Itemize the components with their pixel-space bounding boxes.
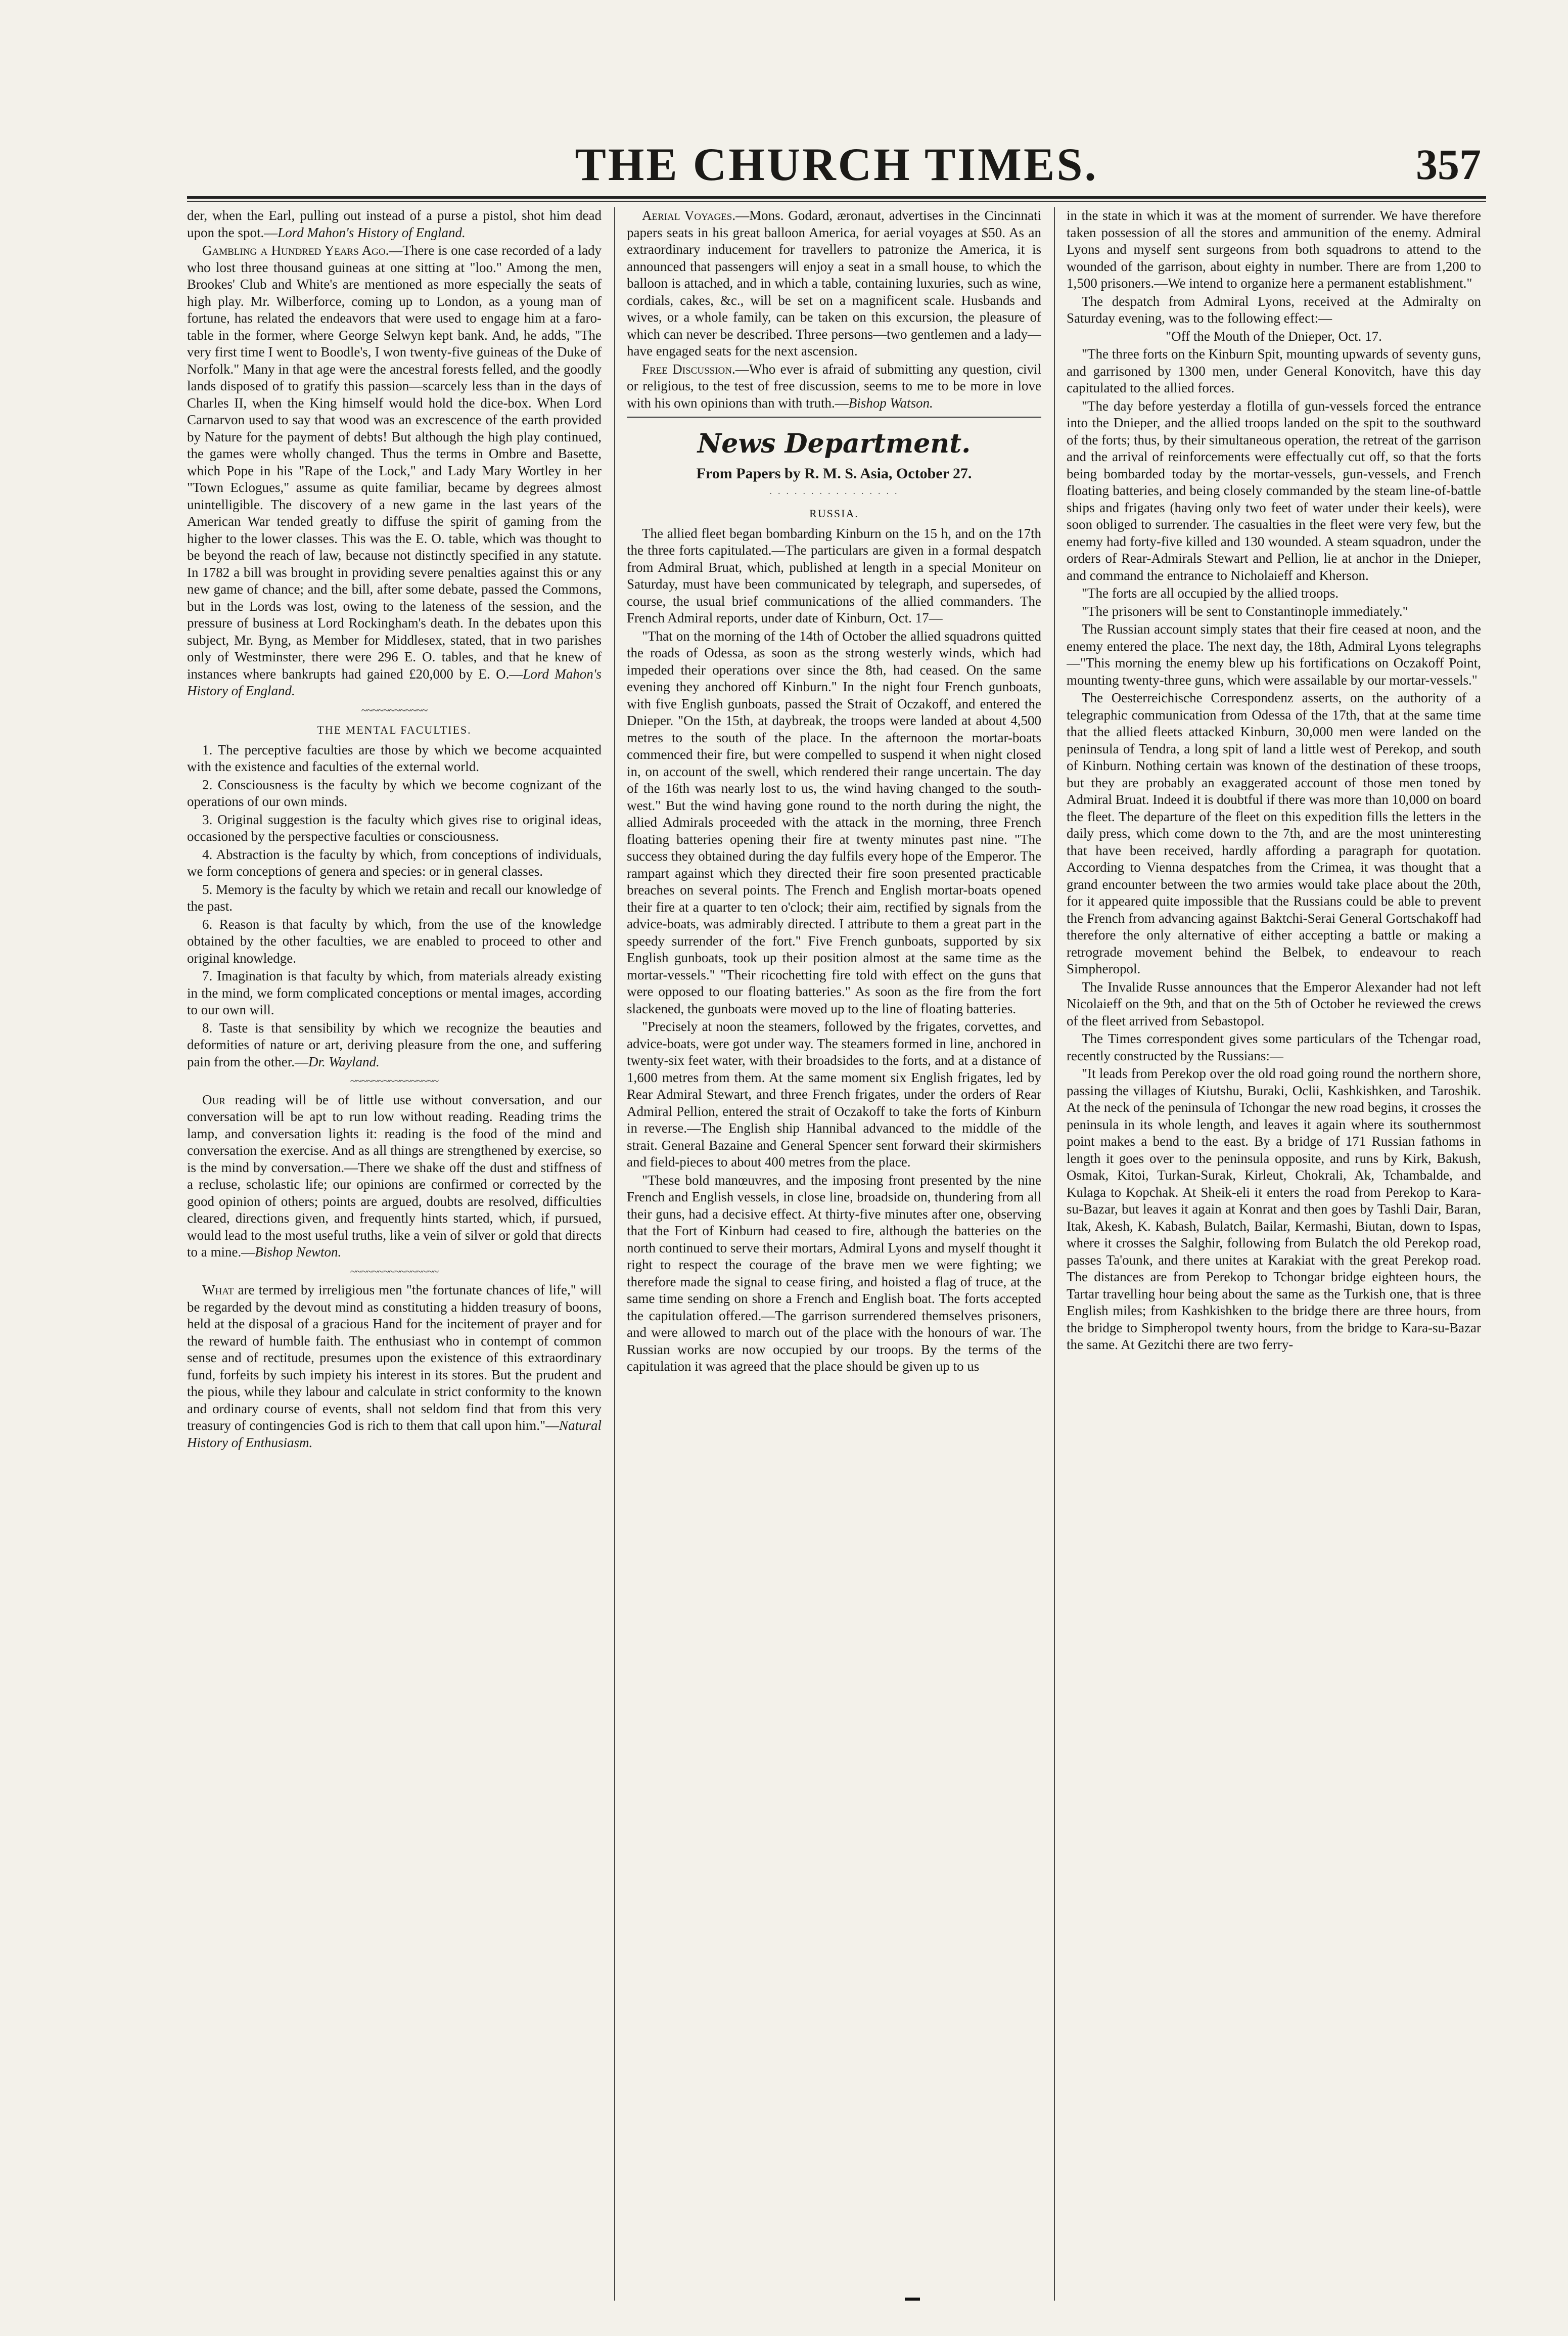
page-number: 357 (1416, 140, 1481, 189)
section-rule (627, 417, 1041, 418)
news-paragraph: The Times correspondent gives some particulars of the Tchengar road, recently constructed by the Russians:— (1067, 1031, 1481, 1063)
news-paragraph: "The three forts on the Kinburn Spit, mounting upwards of seventy guns, and garrisoned by 1300 men, under General Konovitch, have this day capitulated to the allied forces. (1067, 346, 1481, 395)
article-gambling: Gambling a Hundred Years Ago.—There is one case recorded of a lady who lost three thousand guineas at one sitting at "loo." Among the men, Brookes' Club and White's are mentioned as more especially the seats of high play. Mr. Wilberforce, coming up to London, as a young man of fortune, has related the endeavors that were used to engage him at a faro-table in the former, where George Selwyn kept bank. And, he adds, "The very first time I went to Boodle's, I won twenty-five guineas of the Duke of Norfolk." Many in that age were the ancestral forests felled, and the goodly lands disposed of to gratify this passion—scarcely less than in the days of Charles II, when the King himself would hold the dice-box. When Lord Carnarvon used to say that wood was an excrescence of the earth provided by Nature for the payment of debts! But although the high play continued, the games were wholly changed. Thus the terms in Ombre and Basette, which Pope in his "Rape of the Lock," and Lady Mary Wortley in her "Town Eclogues," assume as quite familiar, became by degrees almost unintelligible. The discovery of a new game in the last years of the American War tended greatly to diffuse the spirit of gaming from the higher to the lower classes. This was the E. O. table, which was thought to be beyond the reach of law, because not distinctly specified in any statute. In 1782 a bill was brought in providing severe penalties against this or any new game of chance; and the bill, after some debate, passed the Commons, but in the Lords was lost, owing to the lateness of the session, and the pressure of business at Lord Rockingham's death. In the debates upon this subject, Mr. Byng, as Member for Middlesex, stated, that in two parishes only of Westminster, there were 296 E. O. tables, and that he knew of instances where bankrupts had gained £20,000 by E. O.—Lord Mahon's History of England. (187, 243, 602, 698)
list-item: 1. The perceptive faculties are those by which we become acquainted with the existence and faculties of the external world. (187, 742, 602, 774)
article-text: der, when the Earl, pulling out instead of a purse a pistol, shot him dead upon the spot.—Lord Mahon's History of England. (187, 208, 602, 240)
masthead-rule (187, 196, 1486, 199)
news-paragraph: The despatch from Admiral Lyons, received at the Admiralty on Saturday evening, was to the following effect:— (1067, 293, 1481, 326)
masthead-rule-thin (187, 201, 1486, 202)
list-item: 3. Original suggestion is the faculty which gives rise to original ideas, occasioned by the perspective faculties or consciousness. (187, 812, 602, 844)
news-paragraph: "The day before yesterday a flotilla of gun-vessels forced the entrance into the Dnieper, and the allied troops landed on the spit to the southward of the forts; thus, by their simultaneous operation, the retreat of the garrison and the arrival of reinforcements were effectually cut off, so that the forts being bombarded today by the mortar-vessels, gun-vessels, and French floating batteries, and being closely commanded by the steam line-of-battle ships and frigates (having only two feet of water under their keels), were soon obliged to surrender. The casualties in the fleet were very few, but the enemy had forty-five killed and 130 wounded. A steam squadron, under the orders of Rear-Admirals Stewart and Pellion, lie at anchor in the Dnieper, and command the entrance to Nicholaieff and Kherson. (1067, 398, 1481, 583)
news-paragraph: "These bold manœuvres, and the imposing front presented by the nine French and English vessels, in close line, broadside on, thundering from all their guns, had a decisive effect. At thirty-five minutes after one, observing that the Fort of Kinburn had ceased to fire, although the batteries on the north continued to serve their mortars, Admiral Lyons and myself thought it right to respect the courage of the brave men we were fighting; we therefore made the signal to cease firing, and hoisted a flag of truce, at the same time sending on shore a French and English boat. The forts accepted the capitulation offered.—The garrison surrendered themselves prisoners, and were allowed to march out of the place with the honours of war. The Russian works are now occupied by our troops. By the terms of the capitulation it was agreed that the place should be given up to us (627, 1172, 1041, 1374)
article-reading: Our reading will be of little use without conversation, and our conversation will be apt to run low without reading. Reading trims the lamp, and conversation lights it: reading is the food of the mind and conversation the exercise. And as all things are strengthened by exercise, so is the mind by conversation.—There we shake off the dust and stiffness of a recluse, scholastic life; our opinions are confirmed or corrected by the good opinion of others; points are argued, doubts are resolved, difficulties cleared, directions given, and frequently hints started, which, if pursued, would lead to the most useful truths, like a vein of silver or gold that directs to a mine.—Bishop Newton. (187, 1092, 602, 1260)
column-1 (187, 207, 602, 2301)
news-paragraph: The Russian account simply states that their fire ceased at noon, and the enemy entered the place. The next day, the 18th, Admiral Lyons telegraphs—"This morning the enemy blew up his fortifications on Oczakoff Point, mounting twenty-three guns, which were assailable by our mortar-vessels." (1067, 621, 1481, 688)
separator: ~~~~~~~~~~~~~~~~ (350, 1074, 439, 1087)
news-paragraph: The Oesterreichische Correspondenz asserts, on the authority of a telegraphic communication from Odessa of the 17th, that at the same time that the allied fleets attacked Kinburn, 30,000 men were landed on the peninsula of Tendra, a long spit of land a little west of Perekop, and south of Kinburn. Nothing certain was known of the destination of these troops, but they are probably an exaggerated account of those men toned by Admiral Bruat. Indeed it is doubtful if there was more than 10,000 on board the fleet. The departure of the fleet on this expedition fills the letters in the daily press, which come down to the 7th, and are the most uninteresting that have been received, hardly affording a paragraph for quotation. According to Vienna despatches from the Crimea, it was thought that a grand encounter between the two armies would take place about the 20th, for it appeared quite impossible that the Russians could be able to prevent the French from advancing against Baktchi-Serai General Gortschakoff had therefore the only alternative of either accepting a battle or making a retrograde movement behind the Belbek, to endeavour to reach Simpheropol. (1067, 690, 1481, 976)
russia-heading: RUSSIA. (809, 507, 859, 520)
news-paragraph: The allied fleet began bombarding Kinburn on the 15 h, and on the 17th the three forts capitulated.—The particulars are given in a formal despatch from Admiral Bruat, which, published at length in a special Moniteur on Saturday, must have been communicated by telegraph, and supersedes, of course, the usual brief communications of the allied commanders. The French Admiral reports, under date of Kinburn, Oct. 17— (627, 525, 1041, 625)
section-heading: THE MENTAL FACULTIES. (317, 724, 472, 736)
list-item: 7. Imagination is that faculty by which, from materials already existing in the mind, we form complicated conceptions or mental images, according to our own will. (187, 968, 602, 1017)
news-paragraph: The Invalide Russe announces that the Emperor Alexander had not left Nicolaieff on the 9th, and that on the 5th of October he reviewed the crews of the fleet arrived from Sebastopol. (1067, 979, 1481, 1028)
list-item: 5. Memory is the faculty by which we retain and recall our knowledge of the past. (187, 881, 602, 914)
masthead (187, 137, 1486, 197)
newspaper-page (187, 137, 1486, 2311)
news-paragraph: "The prisoners will be sent to Constantinople immediately." (1082, 603, 1408, 619)
news-paragraph: in the state in which it was at the moment of surrender. We have therefore taken possession of all the stores and ammunition of the enemy. Admiral Lyons and myself sent surgeons from both squadrons to attend to the wounded of the garrison, about eighty in number. There are from 1,200 to 1,500 prisoners.—We intend to organize here a permanent establishment." (1067, 208, 1481, 291)
column-2 (627, 207, 1041, 2301)
separator: ~~~~~~~~~~~~ (361, 703, 428, 716)
column-3 (1067, 207, 1481, 2301)
separator: · · · · · · · · · · · · · · · · (769, 488, 899, 499)
separator: ~~~~~~~~~~~~~~~~ (350, 1265, 439, 1278)
news-paragraph: "It leads from Perekop over the old road going round the northern shore, passing the villages of Kiutshu, Buraki, Oclii, Kashkishken, and Taroshik. At the neck of the peninsula of Tchongar the new road begins, it crosses the peninsula in its whole length, and leaves it again where its southernmost point makes a bend to the east. By a bridge of 171 Russian fathoms in length it goes over to the peninsula opposite, and runs by Kirk, Bakush, Osmak, Kitoi, Turkan-Surak, Kirleut, Chokrali, Ak, Tchambalde, and Kulaga to Kopchak. At Sheik-eli it enters the road from Perekop to Kara-su-Bazar, but leaves it again at Konrat and then goes by Tashli Dair, Baran, Itak, Akesh, K. Kabash, Bulatch, Bailar, Kermashi, Biutan, down to Ispas, where it crosses the Salghir, following from Bulatch the old Perekop road, passes Ta'ounk, and there unites at Karakiat with the great Perekop road. The distances are from Perekop to Tchongar bridge eighteen hours, the Tartar travelling hour being about the same as the Turkish one, that is three English miles; from Kashkishken to the bridge there are three hours, from the bridge to Simpheropol twenty hours, from the bridge to Kara-su-Bazar the same. At Gezitchi there are two ferry- (1067, 1066, 1481, 1352)
news-paragraph: "That on the morning of the 14th of October the allied squadrons quitted the roads of Odessa, as soon as the strong westerly winds, which had impeded their operations over since the 8th, had ceased. On the same evening they anchored off Kinburn." In the night four French gunboats, with five English gunboats, passed the Strait of Oczakoff, and entered the Dnieper. "On the 15th, at daybreak, the troops were landed at about 4,500 metres to the south of the place. In the afternoon the mortar-boats commenced their fire, but were compelled to suspend it when night closed in, on account of the swell, which rendered their range uncertain. The day of the 16th was nearly lost to us, the wind having changed to the south-west." But the wind having gone round to the north during the night, the allied Admirals proceeded with the attack in the morning, three French floating batteries opening their fire at twenty minutes past nine. "The success they obtained during the day fulfils every hope of the Emperor. The rampart against which they directed their fire soon presented practicable breaches on several points. The French and English mortar-boats opened their fire at a quarter to ten o'clock; their aim, rectified by signals from the advice-boats, was admirably directed. I attribute to them a great part in the speedy surrender of the fort." Five French gunboats, supported by six English gunboats, took up their position almost at the same time as the mortar-vessels." "Their ricochetting fire told with effect on the guns that were opposed to our floating batteries." As soon as the fire from the fort slackened, the gunboats were moved up to the line of floating batteries. (627, 628, 1041, 1016)
list-item: 8. Taste is that sensibility by which we recognize the beauties and deformities of nature or art, deriving pleasure from the one, and suffering pain from the other.—Dr. Wayland. (187, 1020, 602, 1069)
list-item: 6. Reason is that faculty by which, from the use of the knowledge obtained by the other faculties, we are enabled to proceed to other and original knowledge. (187, 916, 602, 966)
news-paragraph: "Precisely at noon the steamers, followed by the frigates, corvettes, and advice-boats, were got under way. The steamers formed in line, anchored in twenty-six feet water, with their broadsides to the forts, and at a distance of 1,600 metres from them. At the same moment six English frigates, led by Rear Admiral Stewart, and three French frigates, under the orders of Rear Admiral Pellion, entered the strait of Oczakoff to take the forts of Kinburn in reverse.—The English ship Hannibal advanced to the middle of the strait. General Bazaine and General Spencer sent forward their skirmishers and field-pieces to about 400 metres from the place. (627, 1019, 1041, 1170)
news-source-line: From Papers by R. M. S. Asia, October 27. (696, 465, 972, 482)
column-divider (614, 207, 615, 2301)
list-item: 2. Consciousness is the faculty by which we become cognizant of the operations of our own minds. (187, 777, 602, 809)
article-aerial: Aerial Voyages.—Mons. Godard, æronaut, advertises in the Cincinnati papers seats in his great balloon America, for aerial voyages at $50. As an extraordinary inducement for travellers to patronize the America, it is announced that passengers will enjoy a seat in a small house, to which the balloon is attached, and in which a table, containing luxuries, such as wine, cordials, cakes, &c., will be set on a magnificent scale. Husbands and wives, or a whole family, can be taken on this excursion, the pleasure of which can never be described. Three persons—two gentlemen and a lady—have engaged seats for the next ascension. (627, 208, 1041, 358)
printer-mark (905, 2298, 920, 2301)
article-discussion: Free Discussion.—Who ever is afraid of submitting any question, civil or religious, to the test of free discussion, seems to me to be more in love with his own opinions than with truth.—Bishop Watson. (627, 361, 1041, 411)
news-department-heading: News Department. (697, 428, 971, 459)
column-divider (1054, 207, 1055, 2301)
news-paragraph: "The forts are all occupied by the allied troops. (1082, 586, 1339, 601)
dateline: "Off the Mouth of the Dnieper, Oct. 17. (1166, 328, 1382, 344)
newspaper-title: THE CHURCH TIMES. (575, 139, 1098, 190)
article-chances: What are termed by irreligious men "the fortunate chances of life," will be regarded by the devout mind as constituting a hidden treasury of boons, held at the disposal of a gracious Hand for the incitement of prayer and for the reward of humble faith. The enthusiast who in contempt of common sense and of rectitude, presumes upon the existence of this extraordinary fund, forfeits by such impiety his interest in its stores. But the prudent and the pious, while they labour and calculate in strict conformity to the known and ordinary course of events, shall not seldom find that from this very treasury of contingencies God is rich to them that call upon him."—Natural History of Enthusiasm. (187, 1282, 602, 1450)
list-item: 4. Abstraction is the faculty by which, from conceptions of individuals, we form conceptions of genera and species: or in general classes. (187, 846, 602, 879)
